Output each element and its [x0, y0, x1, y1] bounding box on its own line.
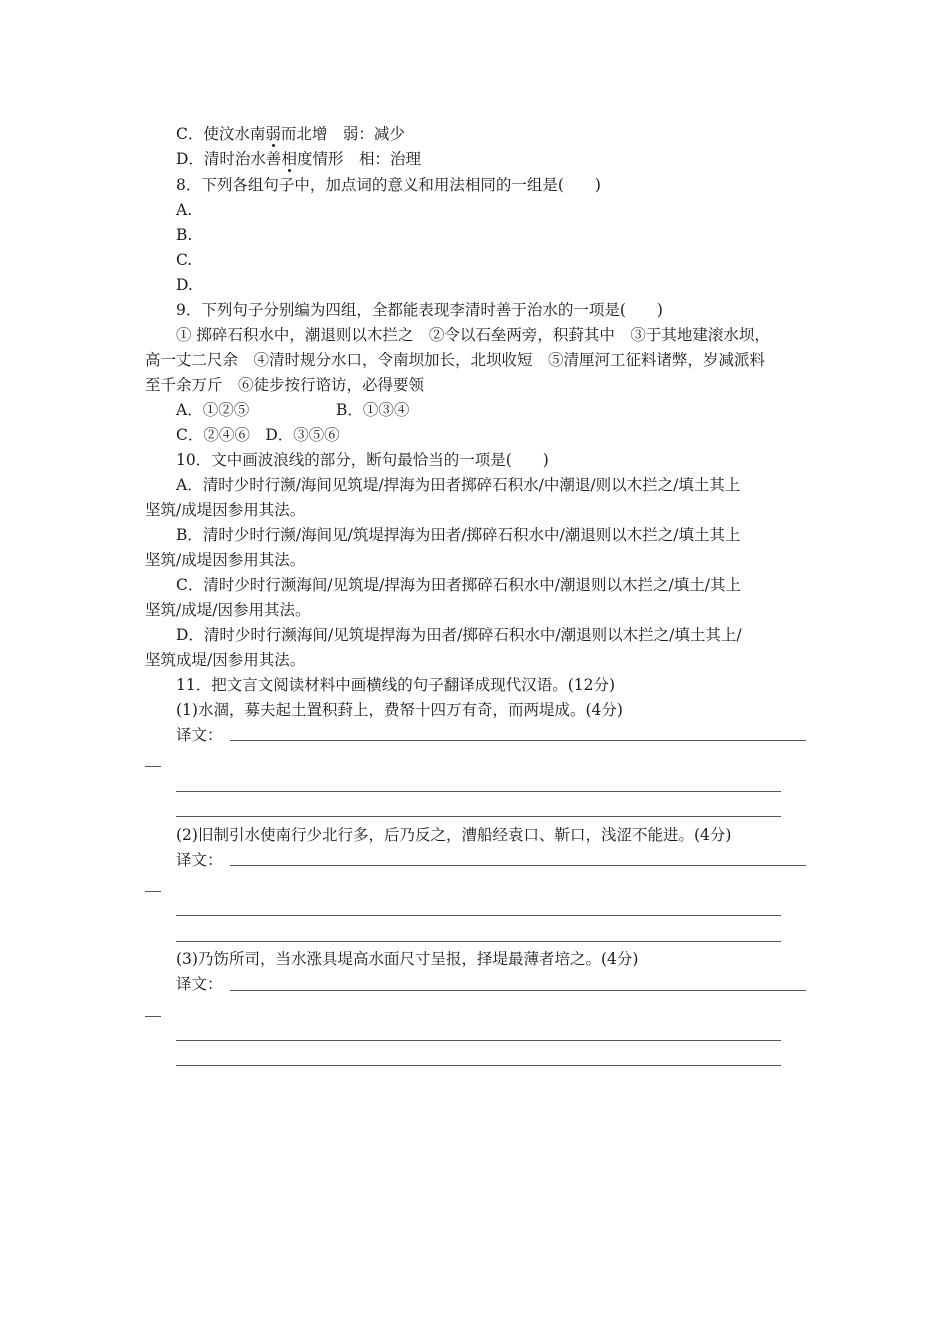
q10-option-c-line1: C．清时少时行濒海间/见筑堤/捍海为田者掷碎石积水中/潮退则以木拦之/填土/其上 [176, 576, 741, 594]
q10-option-d-line1: D．清时少时行濒海间/见筑堤捍海为田者/掷碎石积水中/潮退则以木拦之/填土其上/ [176, 626, 742, 644]
q7-option-c [176, 124, 405, 144]
answer-line-2a[interactable] [230, 865, 806, 866]
q11-sentence-2: (2)旧制引水使南行少北行多，后乃反之，漕船经袁口、靳口，浅涩不能进。(4分) [176, 826, 732, 844]
q9-option-b: B．①③④ [336, 401, 410, 419]
answer-line-3c[interactable] [176, 1040, 781, 1041]
q7-option-d [176, 149, 421, 169]
q7-option-d-pre: D．清时治水善 [176, 150, 282, 168]
q9-items-line2: 高一丈二尺余 ④清时规分水口，令南坝加长，北坝收短 ⑤清厘河工征料诸弊，岁减派料 [145, 351, 766, 369]
q9-items-line3: 至千余万斤 ⑥徒步按行谘访，必得要领 [145, 376, 425, 394]
q11-sentence-1: (1)水涸，募夫起土置积葑上，费帑十四万有奇，而两堤成。(4分) [176, 701, 623, 719]
q10-option-c-line2: 坚筑/成堤/因参用其法。 [145, 601, 311, 619]
q10-option-a-line2: 坚筑/成堤因参用其法。 [145, 501, 306, 519]
q10-option-a-line1: A．清时少时行濒/海间见筑堤/捍海为田者掷碎石积水/中潮退/则以木拦之/填土其上 [176, 476, 741, 494]
q9-option-cd: C．②④⑥ D．③⑤⑥ [176, 426, 340, 444]
answer-line-1d[interactable] [176, 816, 781, 817]
q7-option-d-dotted-word: 相 [281, 150, 297, 168]
q8-option-c: C. [176, 251, 193, 269]
q10-option-d-line2: 坚筑成堤/因参用其法。 [145, 651, 306, 669]
q8-stem: 8．下列各组句子中，加点词的意义和用法相同的一组是( ) [176, 176, 601, 194]
q7-option-c-pre: C．使汶水南 [176, 125, 266, 143]
translation-label-1: 译文： [176, 726, 223, 744]
q11-stem: 11．把文言文阅读材料中画横线的句子翻译成现代汉语。(12分) [176, 676, 616, 694]
q11-sentence-3: (3)乃饬所司，当水涨具堤高水面尺寸呈报，择堤最薄者培之。(4分) [176, 950, 639, 968]
q8-option-b: B. [176, 226, 193, 244]
q7-option-d-post: 度情形 相：治理 [296, 150, 421, 168]
answer-line-3d[interactable] [176, 1065, 781, 1066]
answer-line-2d[interactable] [176, 941, 781, 942]
q7-option-c-dotted-word: 弱 [265, 125, 281, 143]
answer-line-1a[interactable] [230, 740, 806, 741]
translation-label-3: 译文： [176, 975, 223, 993]
answer-line-3b[interactable] [145, 1016, 161, 1017]
q7-option-c-post: 而北增 弱：减少 [280, 125, 405, 143]
q8-option-d: D. [176, 276, 193, 294]
q10-option-b-line1: B．清时少时行濒/海间见/筑堤捍海为田者/掷碎石积水中/潮退则以木拦之/填土其上 [176, 526, 741, 544]
answer-line-2b[interactable] [145, 891, 161, 892]
q9-option-a: A．①②⑤ [176, 401, 250, 419]
q9-items-line1: ① 掷碎石积水中，潮退则以木拦之 ②令以石垒两旁，积葑其中 ③于其地建滚水坝， [176, 326, 770, 344]
answer-line-2c[interactable] [176, 915, 781, 916]
q10-stem: 10．文中画波浪线的部分，断句最恰当的一项是( ) [176, 451, 549, 469]
translation-label-2: 译文： [176, 851, 223, 869]
q8-option-a: A. [176, 201, 193, 219]
q9-stem: 9．下列句子分别编为四组，全都能表现李清时善于治水的一项是( ) [176, 301, 663, 319]
answer-line-1b[interactable] [145, 766, 161, 767]
answer-line-3a[interactable] [230, 990, 806, 991]
q10-option-b-line2: 坚筑/成堤因参用其法。 [145, 551, 306, 569]
answer-line-1c[interactable] [176, 791, 781, 792]
